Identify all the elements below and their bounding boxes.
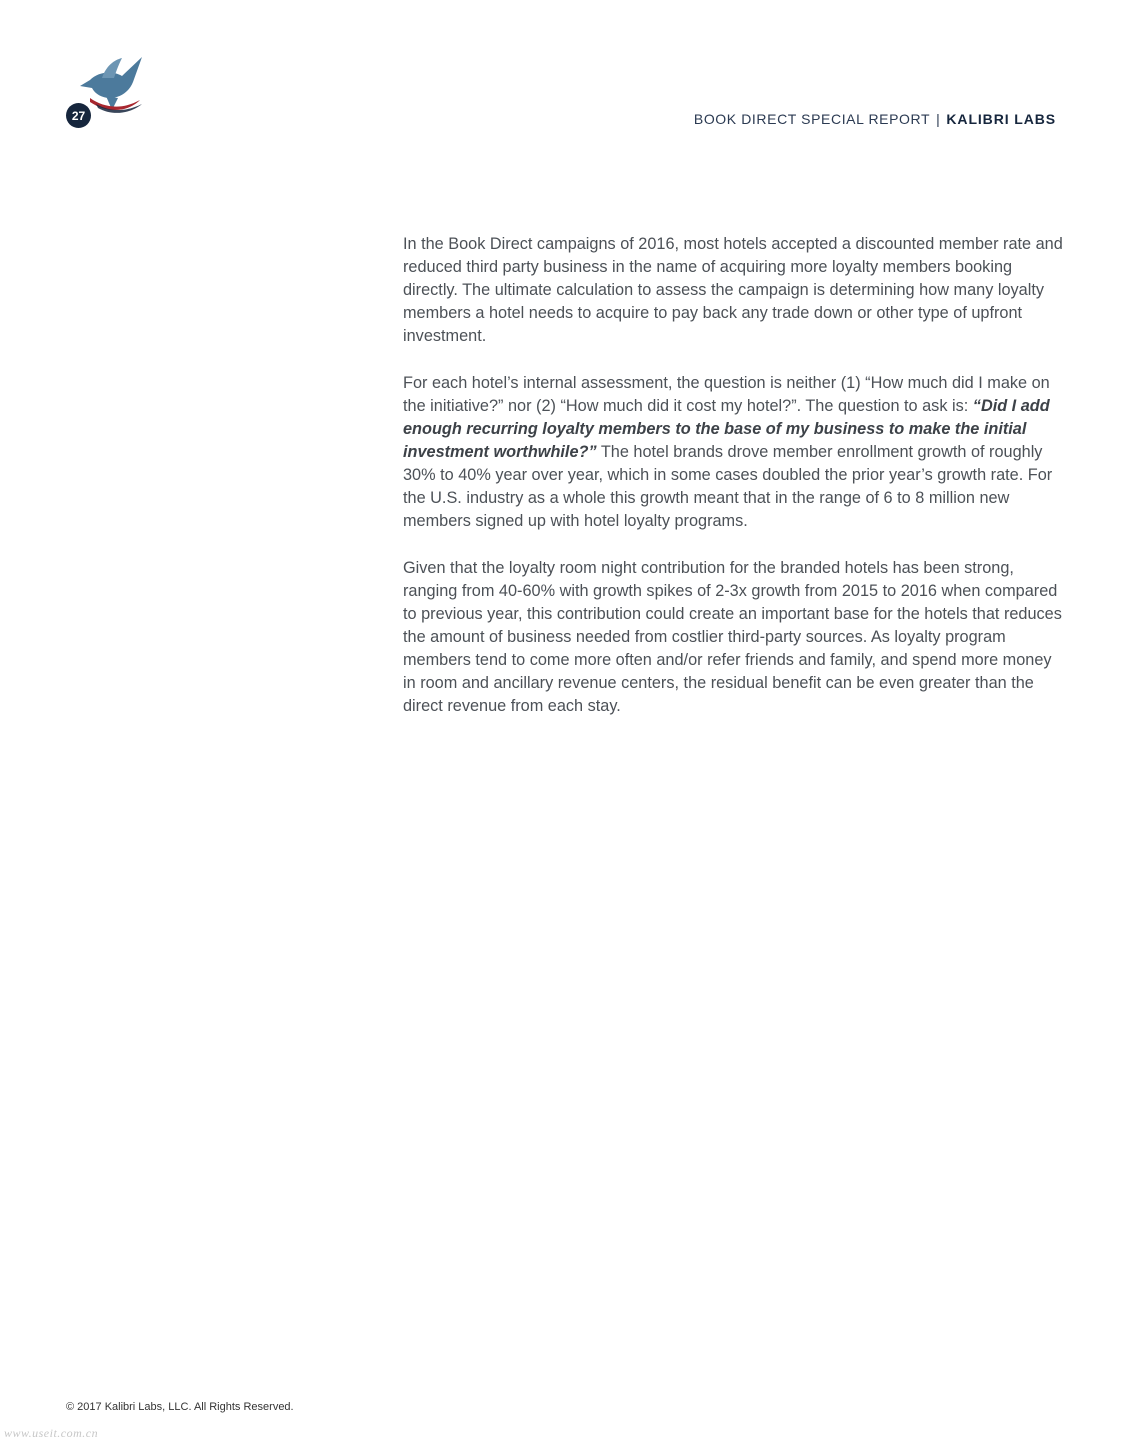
- paragraph-3: Given that the loyalty room night contribution for the branded hotels has been strong, ranging from 40-60% with growth spikes of 2-3x growth from 2015 to 2016 when compared to previous year, this contribution could create an important base for the hotels that reduces the amount of business needed from costlier third-party sources. As loyalty program members tend to come more often and/or refer friends and family, and spend more money in room and ancillary revenue centers, the residual benefit can be even greater than the direct revenue from each stay.: [403, 559, 1062, 715]
- paragraph-2-tail: The hotel brands drove member enrollment growth of roughly 30% to 40% year over year, which in some cases doubled the prior year’s growth rate. For the U.S. industry as a whole this growth meant that in the range of 6 to 8 million new members signed up with hotel loyalty programs.: [403, 443, 1053, 530]
- report-header: [694, 111, 1056, 127]
- page-number-badge: [66, 103, 91, 128]
- paragraph-2: [403, 372, 1063, 533]
- paragraph-2-lead: For each hotel’s internal assessment, the question is neither (1) “How much did I make on the initiative?” nor (2) “How much did it cost my hotel?”. The question to ask is:: [403, 374, 1050, 415]
- watermark: www.useit.com.cn: [4, 1426, 99, 1440]
- key-question-emphasis: “Did I add enough recurring loyalty members to the base of my business to make the initial investment worthwhile?”: [403, 397, 1050, 461]
- body-text: [403, 233, 1063, 742]
- header-separator: |: [936, 111, 941, 127]
- copyright-footer: © 2017 Kalibri Labs, LLC. All Rights Reserved.: [66, 1401, 294, 1413]
- brand-name: KALIBRI LABS: [946, 111, 1056, 127]
- report-title: BOOK DIRECT SPECIAL REPORT: [693, 111, 931, 127]
- page-number: 27: [71, 108, 86, 123]
- paragraph-1: In the Book Direct campaigns of 2016, most hotels accepted a discounted member rate and reduced third party business in the name of acquiring more loyalty members booking directly. The ultimate calculation to assess the campaign is determining how many loyalty members a hotel needs to acquire to pay back any trade down or other type of upfront investment.: [403, 235, 1063, 345]
